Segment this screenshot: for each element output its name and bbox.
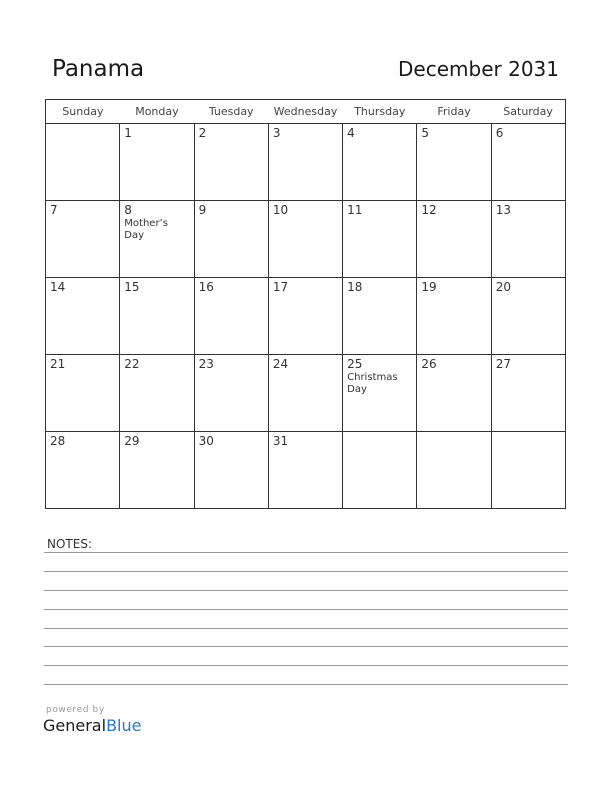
holiday-label: Christmas Day	[347, 372, 398, 395]
day-cell	[268, 124, 342, 201]
notes-label: NOTES:	[47, 537, 92, 551]
notes-line	[44, 609, 568, 610]
day-cell	[417, 432, 491, 509]
week-row	[46, 124, 566, 201]
day-number: 8	[124, 203, 132, 217]
day-number: 15	[124, 280, 140, 294]
day-number: 19	[421, 280, 437, 294]
brand-logo[interactable]	[43, 716, 141, 735]
weekday-header-row	[46, 100, 566, 124]
day-cell	[120, 432, 194, 509]
day-number: 6	[495, 126, 504, 140]
weekday-header: Monday	[120, 100, 194, 124]
day-number: 5	[421, 126, 430, 140]
day-cell	[46, 201, 120, 278]
day-number: 21	[50, 357, 66, 371]
day-cell	[120, 124, 194, 201]
weekday-header: Wednesday	[268, 100, 342, 124]
day-cell	[194, 124, 268, 201]
day-number: 30	[198, 434, 214, 448]
day-number: 1	[124, 126, 132, 140]
weekday-header: Saturday	[491, 100, 565, 124]
week-row	[46, 201, 566, 278]
day-cell	[268, 432, 342, 509]
day-cell	[491, 278, 565, 355]
brand-name-general: General	[43, 716, 107, 735]
day-cell	[343, 124, 417, 201]
day-cell	[194, 278, 268, 355]
day-cell	[194, 432, 268, 509]
day-number: 7	[50, 203, 58, 217]
notes-line	[44, 552, 568, 553]
day-number: 27	[495, 357, 511, 371]
week-row	[46, 432, 566, 509]
day-cell	[194, 201, 268, 278]
day-number: 14	[50, 280, 66, 294]
day-cell	[491, 432, 565, 509]
week-row	[46, 355, 566, 432]
day-number: 31	[272, 434, 289, 448]
day-cell	[417, 201, 491, 278]
calendar-grid	[45, 99, 566, 509]
day-number: 3	[272, 126, 281, 140]
day-number: 16	[198, 280, 214, 294]
notes-line	[44, 571, 568, 572]
day-number: 12	[421, 203, 437, 217]
day-number: 2	[198, 126, 207, 140]
day-number: 26	[421, 357, 437, 371]
notes-line	[44, 646, 568, 647]
notes-line	[44, 684, 568, 685]
day-cell	[343, 432, 417, 509]
day-number: 10	[272, 203, 289, 217]
holiday-label: Mother’s Day	[124, 218, 168, 241]
day-cell	[268, 278, 342, 355]
day-number: 17	[272, 280, 289, 294]
day-cell	[343, 201, 417, 278]
day-cell	[46, 124, 120, 201]
day-cell	[46, 355, 120, 432]
day-number: 9	[198, 203, 207, 217]
day-cell	[120, 278, 194, 355]
country-title: Panama	[52, 56, 145, 82]
day-cell	[491, 124, 565, 201]
day-number: 18	[347, 280, 363, 294]
day-cell	[120, 201, 194, 278]
weekday-header: Tuesday	[194, 100, 268, 124]
weekday-header: Thursday	[343, 100, 417, 124]
weekday-header: Sunday	[46, 100, 120, 124]
day-cell	[120, 355, 194, 432]
day-cell	[343, 278, 417, 355]
powered-by-text: powered by	[46, 705, 105, 715]
day-number: 20	[495, 280, 511, 294]
brand-name-blue: Blue	[106, 716, 142, 735]
month-year-title: December 2031	[398, 57, 559, 81]
day-cell	[268, 201, 342, 278]
day-cell	[491, 201, 565, 278]
day-cell	[46, 278, 120, 355]
day-number: 13	[495, 203, 511, 217]
notes-line	[44, 590, 568, 591]
day-number: 11	[347, 203, 363, 217]
day-number: 28	[50, 434, 66, 448]
notes-line	[44, 665, 568, 666]
day-number: 24	[272, 357, 289, 371]
day-cell	[268, 355, 342, 432]
week-row	[46, 278, 566, 355]
day-cell	[417, 278, 491, 355]
day-cell	[46, 432, 120, 509]
weekday-header: Friday	[417, 100, 491, 124]
day-number: 4	[347, 126, 355, 140]
day-number: 25	[347, 357, 363, 371]
day-number: 29	[124, 434, 140, 448]
notes-line	[44, 628, 568, 629]
day-cell	[491, 355, 565, 432]
day-cell	[343, 355, 417, 432]
day-cell	[417, 124, 491, 201]
day-number: 22	[124, 357, 140, 371]
day-cell	[194, 355, 268, 432]
day-cell	[417, 355, 491, 432]
day-number: 23	[198, 357, 214, 371]
